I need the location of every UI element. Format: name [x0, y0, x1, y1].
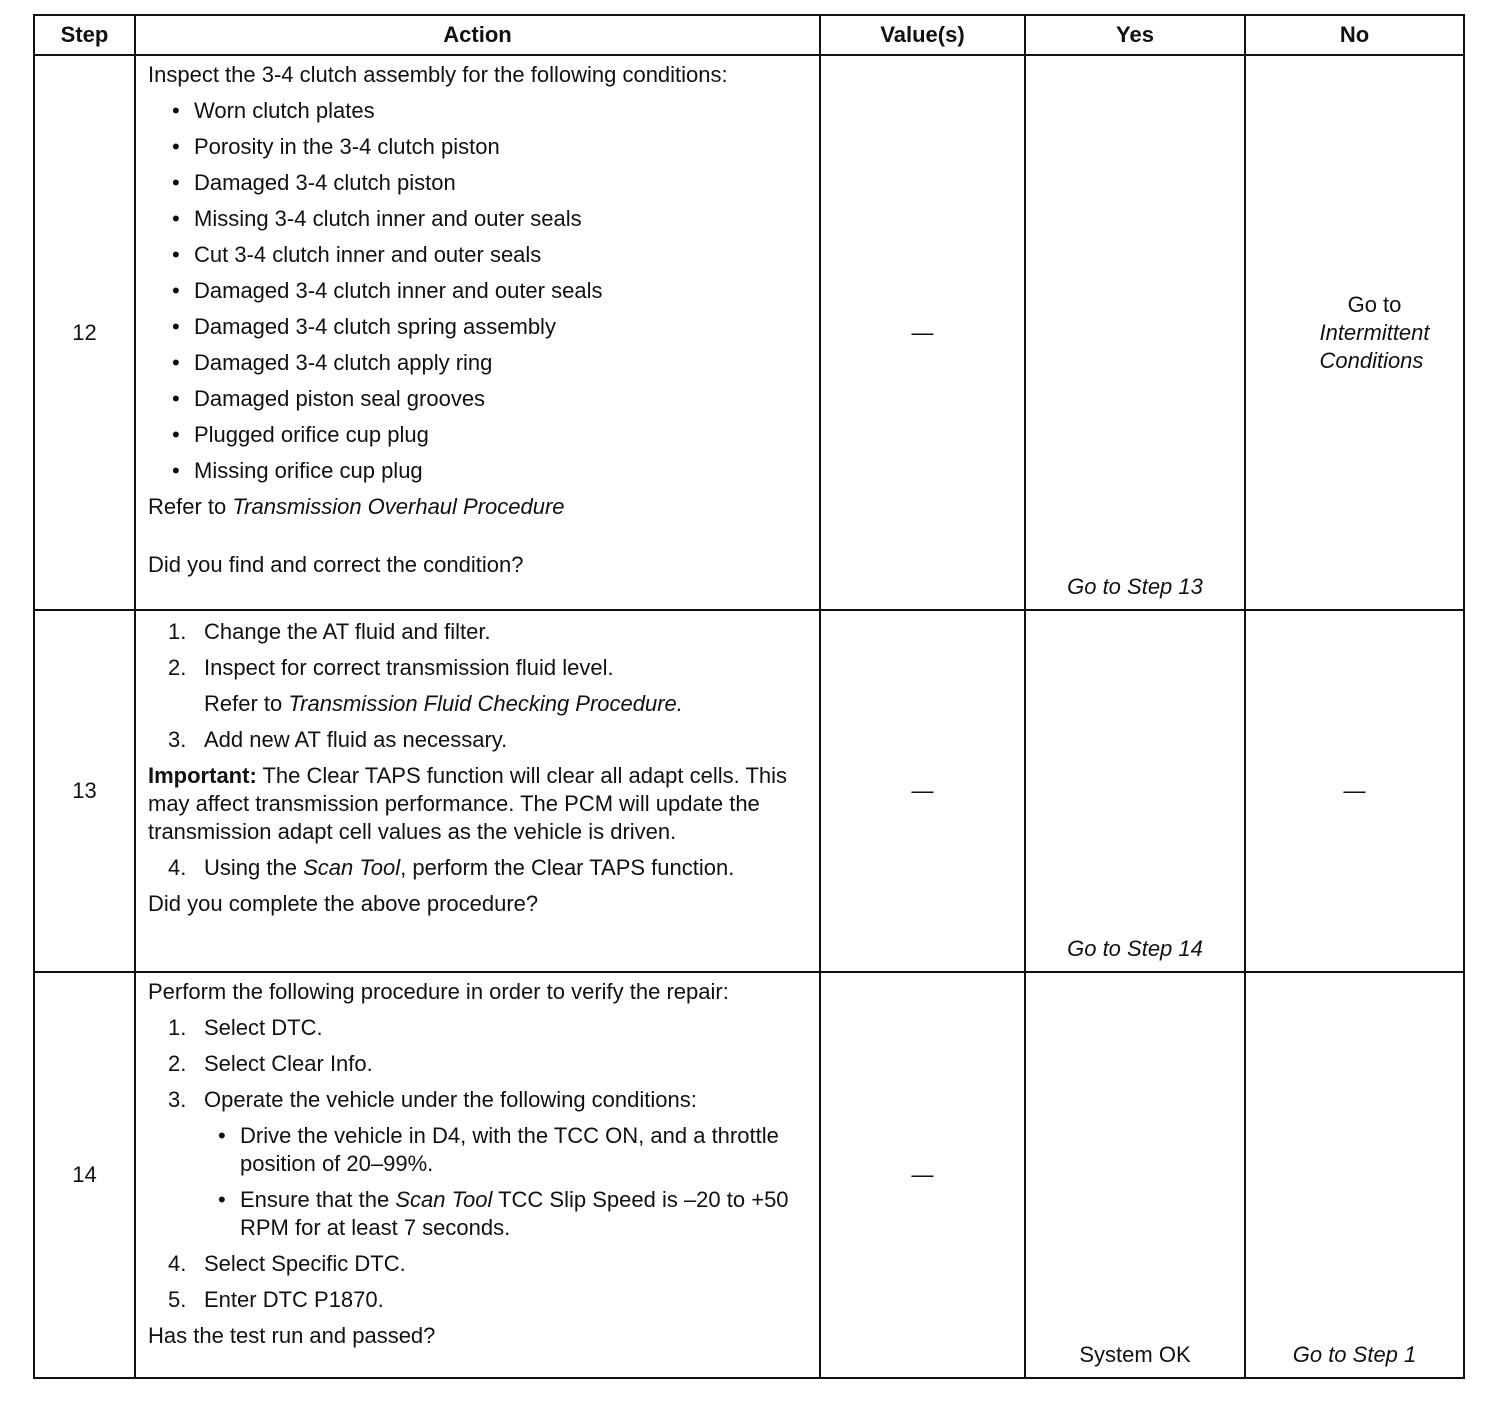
- list-item: [148, 1050, 809, 1078]
- list-item: • Missing 3-4 clutch inner and outer seals: [148, 205, 809, 233]
- action-question: Has the test run and passed?: [148, 1323, 436, 1348]
- item-number: 4.: [168, 855, 187, 880]
- yes-cell: [1025, 55, 1245, 610]
- yes-cell: System OK: [1025, 972, 1245, 1378]
- item-number: 1.: [168, 619, 187, 644]
- no-line-1: Go to: [1347, 291, 1402, 317]
- list-item: [148, 1014, 809, 1042]
- important-text: The Clear TAPS function will clear all adapt cells. This may affect transmission performance. The PCM will update the transmission adapt cell values as the vehicle is driven.: [148, 763, 788, 844]
- procedure-list: [148, 726, 809, 754]
- item-text: TCC Slip Speed is –20 to +50 RPM for at least 7 seconds.: [240, 1187, 789, 1240]
- yes-goto: Go to Step 13: [1067, 574, 1203, 599]
- item-text: Select DTC.: [204, 1015, 323, 1040]
- procedure-list: [148, 1250, 809, 1314]
- action-question: Did you complete the above procedure?: [148, 891, 539, 916]
- item-text: Select Specific DTC.: [204, 1251, 406, 1276]
- no-goto: Go to Step 1: [1292, 1342, 1417, 1367]
- item-number: 5.: [168, 1287, 187, 1312]
- step-number: 13: [34, 610, 135, 972]
- action-intro: Perform the following procedure in order to verify the repair:: [148, 979, 729, 1004]
- value-cell: —: [820, 55, 1025, 610]
- header-row: [34, 15, 1464, 55]
- item-text: Enter DTC P1870.: [204, 1287, 384, 1312]
- procedure-reference: Transmission Overhaul Procedure: [232, 494, 565, 519]
- list-item: • Damaged piston seal grooves: [148, 385, 809, 413]
- item-text: Ensure that the: [240, 1187, 396, 1212]
- step-number: 14: [34, 972, 135, 1378]
- yes-cell: [1025, 610, 1245, 972]
- item-text: Add new AT fluid as necessary.: [204, 727, 508, 752]
- item-text: Using the: [204, 855, 304, 880]
- step-number: 12: [34, 55, 135, 610]
- table-row: [34, 610, 1464, 972]
- list-item: • Plugged orifice cup plug: [148, 421, 809, 449]
- no-line-3: Conditions: [1319, 347, 1424, 373]
- refer-line: [148, 690, 809, 718]
- item-text: Inspect for correct transmission fluid level.: [204, 655, 614, 680]
- list-item: [148, 618, 809, 646]
- list-item: [148, 726, 809, 754]
- header-step: Step: [34, 15, 135, 55]
- scan-tool-reference: Scan Tool: [395, 1187, 493, 1212]
- procedure-list: [148, 1014, 809, 1114]
- list-item: • Damaged 3-4 clutch piston: [148, 169, 809, 197]
- item-text: Operate the vehicle under the following conditions:: [204, 1087, 697, 1112]
- action-cell: [135, 55, 820, 610]
- list-item: • Porosity in the 3-4 clutch piston: [148, 133, 809, 161]
- list-item: [148, 1250, 809, 1278]
- item-number: 3.: [168, 1087, 187, 1112]
- list-item: • Damaged 3-4 clutch spring assembly: [148, 313, 809, 341]
- list-item: • Cut 3-4 clutch inner and outer seals: [148, 241, 809, 269]
- item-number: 4.: [168, 1251, 187, 1276]
- list-item: [148, 1086, 809, 1114]
- list-item: [148, 854, 809, 882]
- item-number: 3.: [168, 727, 187, 752]
- no-goto: [1319, 291, 1429, 375]
- action-question: Did you find and correct the condition?: [148, 552, 524, 577]
- table-row: [34, 55, 1464, 610]
- procedure-reference: Transmission Fluid Checking Procedure.: [288, 691, 683, 716]
- no-cell: —: [1245, 610, 1464, 972]
- spacer: [148, 521, 809, 551]
- condition-list: [148, 1122, 809, 1242]
- item-number: 1.: [168, 1015, 187, 1040]
- table-row: [34, 972, 1464, 1378]
- action-cell: [135, 610, 820, 972]
- value-cell: —: [820, 972, 1025, 1378]
- item-number: 2.: [168, 1051, 187, 1076]
- condition-list: [148, 97, 809, 485]
- header-no: No: [1245, 15, 1464, 55]
- no-line-2: Intermittent: [1319, 319, 1430, 345]
- header-action: Action: [135, 15, 820, 55]
- no-cell: [1245, 55, 1464, 610]
- list-item: • Worn clutch plates: [148, 97, 809, 125]
- item-text: Change the AT fluid and filter.: [204, 619, 491, 644]
- refer-prefix: Refer to: [204, 691, 289, 716]
- procedure-list: [148, 618, 809, 682]
- action-intro: Inspect the 3-4 clutch assembly for the following conditions:: [148, 62, 728, 87]
- value-cell: —: [820, 610, 1025, 972]
- refer-line: [148, 493, 809, 521]
- refer-prefix: Refer to: [148, 494, 233, 519]
- list-item: [148, 1186, 809, 1242]
- item-text: Select Clear Info.: [204, 1051, 373, 1076]
- list-item: [148, 1286, 809, 1314]
- header-values: Value(s): [820, 15, 1025, 55]
- list-item: • Damaged 3-4 clutch inner and outer seals: [148, 277, 809, 305]
- important-label: Important:: [148, 763, 257, 788]
- important-note: [148, 762, 809, 846]
- action-cell: [135, 972, 820, 1378]
- yes-goto: Go to Step 14: [1067, 936, 1203, 961]
- procedure-list: [148, 854, 809, 882]
- item-number: 2.: [168, 655, 187, 680]
- scan-tool-reference: Scan Tool: [303, 855, 401, 880]
- no-cell: [1245, 972, 1464, 1378]
- list-item: • Missing orifice cup plug: [148, 457, 809, 485]
- list-item: • Drive the vehicle in D4, with the TCC ON, and a throttle position of 20–99%.: [148, 1122, 809, 1178]
- list-item: [148, 654, 809, 682]
- item-text: , perform the Clear TAPS function.: [400, 855, 735, 880]
- list-item: • Damaged 3-4 clutch apply ring: [148, 349, 809, 377]
- header-yes: Yes: [1025, 15, 1245, 55]
- diagnostic-table: [33, 14, 1465, 1379]
